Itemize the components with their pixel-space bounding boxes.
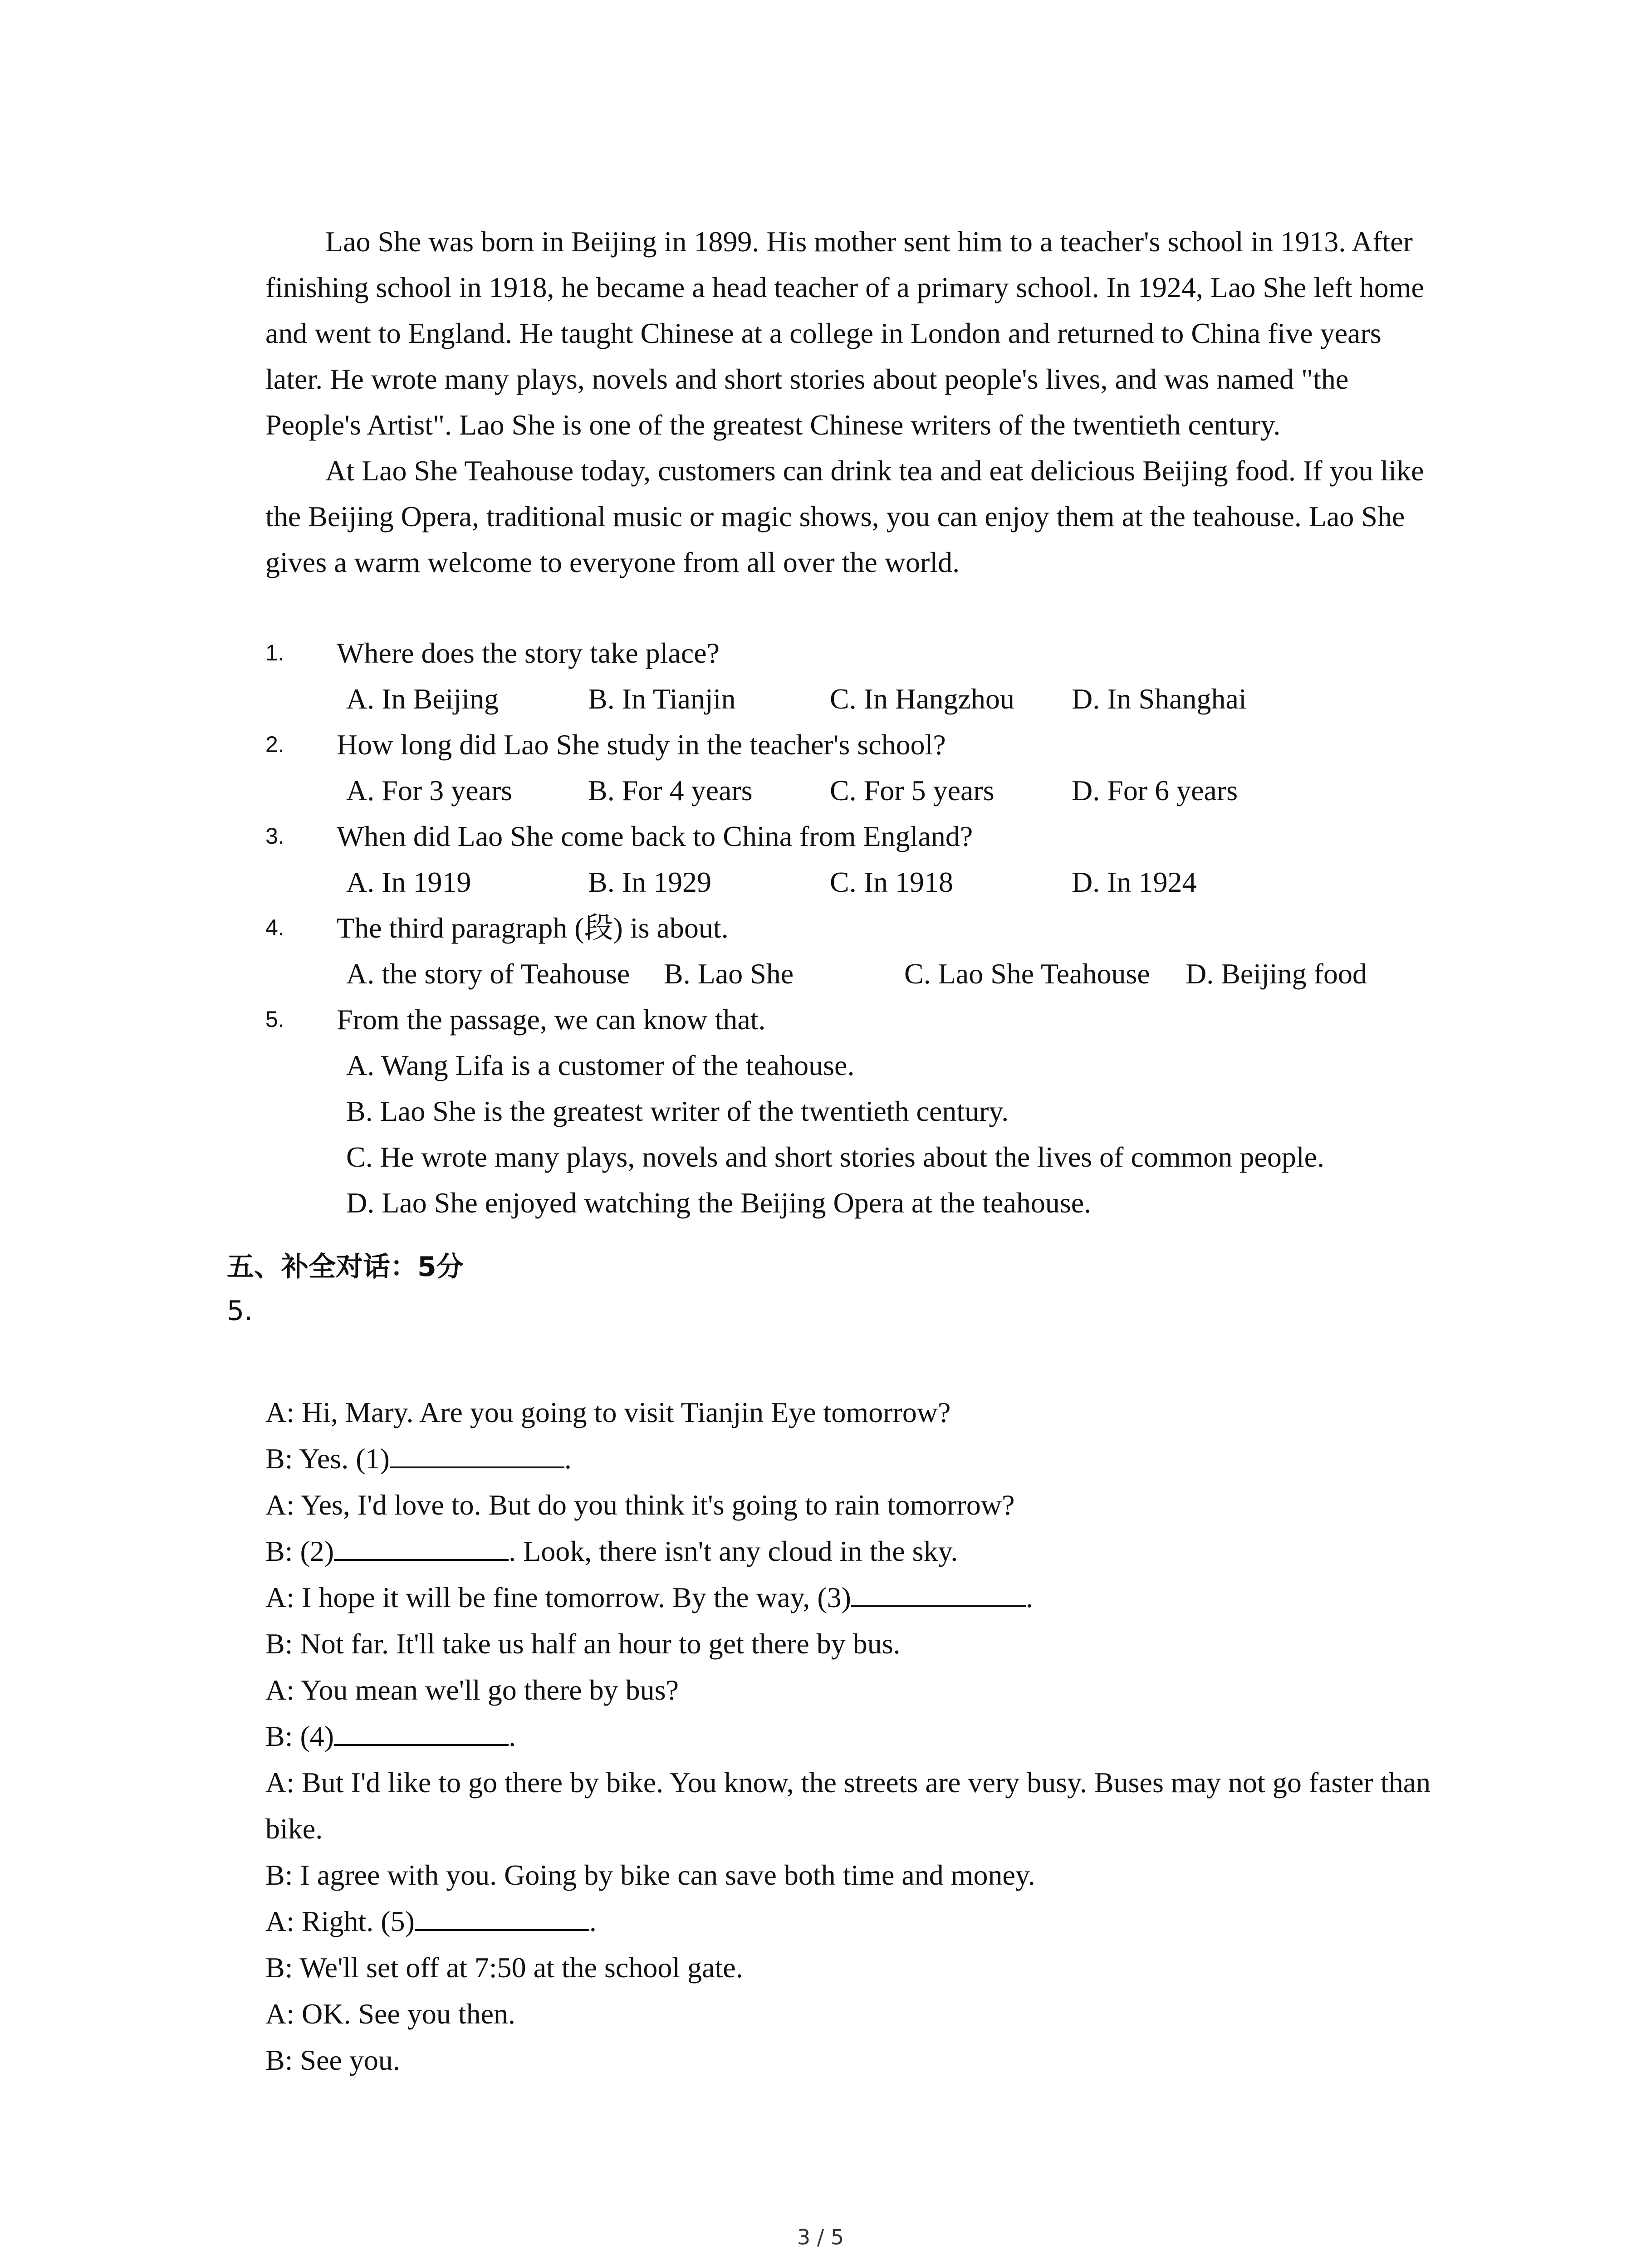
answer-blank-4[interactable] (334, 1718, 509, 1746)
dialogue-line: B: See you. (265, 2044, 400, 2076)
question-number: 2. (265, 732, 284, 757)
dialogue-line (265, 1898, 1445, 1945)
option-b: B. In 1929 (588, 866, 711, 898)
option-d: D. In Shanghai (1072, 683, 1247, 715)
option-a: A. the story of Teahouse (346, 958, 630, 990)
question-number: 1. (265, 640, 284, 665)
question-options (346, 767, 1480, 813)
dialogue-text: . (509, 1720, 516, 1752)
option-b: B. For 4 years (588, 774, 753, 807)
dialogue-line: A: Hi, Mary. Are you going to visit Tianjin Eye tomorrow? (265, 1396, 951, 1428)
question-text: How long did Lao She study in the teacher's school? (337, 728, 946, 761)
dialogue-text: B: (2) (265, 1535, 334, 1567)
option-c: C. He wrote many plays, novels and short stories about the lives of common people. (346, 1141, 1325, 1173)
answer-blank-3[interactable] (851, 1579, 1026, 1607)
option-a: A. Wang Lifa is a customer of the teahouse. (346, 1049, 855, 1081)
question-number: 5. (265, 1007, 284, 1032)
answer-blank-2[interactable] (334, 1533, 509, 1561)
option-d: D. Beijing food (1185, 958, 1367, 990)
dialogue-text: B: (4) (265, 1720, 334, 1752)
dialogue-text: A: Right. (5) (265, 1905, 415, 1937)
dialogue-line: A: You mean we'll go there by bus? (265, 1674, 679, 1706)
option-b: B. In Tianjin (588, 683, 736, 715)
dialogue-text: A: I hope it will be fine tomorrow. By the way, (3) (265, 1581, 851, 1613)
option-b: B. Lao She is the greatest writer of the twentieth century. (346, 1095, 1009, 1127)
dialogue-text: . (564, 1442, 572, 1475)
section-heading: 五、补全对话：5分 (227, 1251, 464, 1283)
dialogue-line (265, 1436, 1445, 1482)
question-options (346, 951, 1480, 997)
dialogue-line: A: Yes, I'd love to. But do you think it's going to rain tomorrow? (265, 1489, 1015, 1521)
reading-passage (265, 219, 1445, 585)
dialogue-text: B: Yes. (1) (265, 1442, 390, 1475)
question-options (346, 676, 1480, 722)
option-c: C. In Hangzhou (830, 683, 1015, 715)
section-question-number: 5. (227, 1295, 253, 1327)
passage-paragraph-3: At Lao She Teahouse today, customers can drink tea and eat delicious Beijing food. If you like the Beijing Opera, traditional music or magic shows, you can enjoy them at the teahouse. Lao She gives a warm welcome to everyone from all over the world. (265, 455, 1424, 578)
option-b: B. Lao She (664, 958, 794, 990)
question-text: The third paragraph (段) is about. (337, 912, 729, 944)
dialogue-line: B: I agree with you. Going by bike can save both time and money. (265, 1859, 1035, 1891)
dialogue-line: A: But I'd like to go there by bike. You know, the streets are very busy. Buses may not go faster than bike. (265, 1766, 1431, 1845)
dialogue-line (265, 1574, 1445, 1621)
option-c: C. In 1918 (830, 866, 953, 898)
dialogue-text: . (589, 1905, 597, 1937)
option-a: A. In Beijing (346, 683, 499, 715)
question-number: 4. (265, 915, 284, 940)
question-text: From the passage, we can know that. (337, 1003, 766, 1036)
dialogue-line: B: We'll set off at 7:50 at the school gate. (265, 1951, 743, 1984)
dialogue-text: . Look, there isn't any cloud in the sky. (509, 1535, 958, 1567)
dialogue-line: B: Not far. It'll take us half an hour to get there by bus. (265, 1628, 901, 1660)
dialogue-line (265, 1713, 1445, 1760)
dialogue (265, 1389, 1445, 2083)
dialogue-line (265, 1528, 1445, 1574)
page-number: 3 / 5 (797, 2225, 844, 2249)
question-number: 3. (265, 823, 284, 849)
option-c: C. Lao She Teahouse (904, 958, 1150, 990)
dialogue-line: A: OK. See you then. (265, 1998, 516, 2030)
answer-blank-5[interactable] (415, 1903, 589, 1931)
dialogue-text: . (1025, 1581, 1033, 1613)
passage-paragraph-2: Lao She was born in Beijing in 1899. His mother sent him to a teacher's school in 1913. After finishing school in 1918, he became a head teacher of a primary school. In 1924, Lao She left home and went to England. He taught Chinese at a college in London and returned to China five years later. He wrote many plays, novels and short stories about people's lives, and was named "the People's Artist". Lao She is one of the greatest Chinese writers of the twentieth century. (265, 225, 1424, 441)
option-d: D. In 1924 (1072, 866, 1197, 898)
option-c: C. For 5 years (830, 774, 994, 807)
option-a: A. For 3 years (346, 774, 513, 807)
question-text: Where does the story take place? (337, 637, 720, 669)
question-text: When did Lao She come back to China from England? (337, 820, 973, 852)
answer-blank-1[interactable] (390, 1440, 564, 1468)
option-d: D. Lao She enjoyed watching the Beijing Opera at the teahouse. (346, 1187, 1092, 1219)
option-d: D. For 6 years (1072, 774, 1238, 807)
question-options (346, 859, 1480, 905)
option-a: A. In 1919 (346, 866, 471, 898)
